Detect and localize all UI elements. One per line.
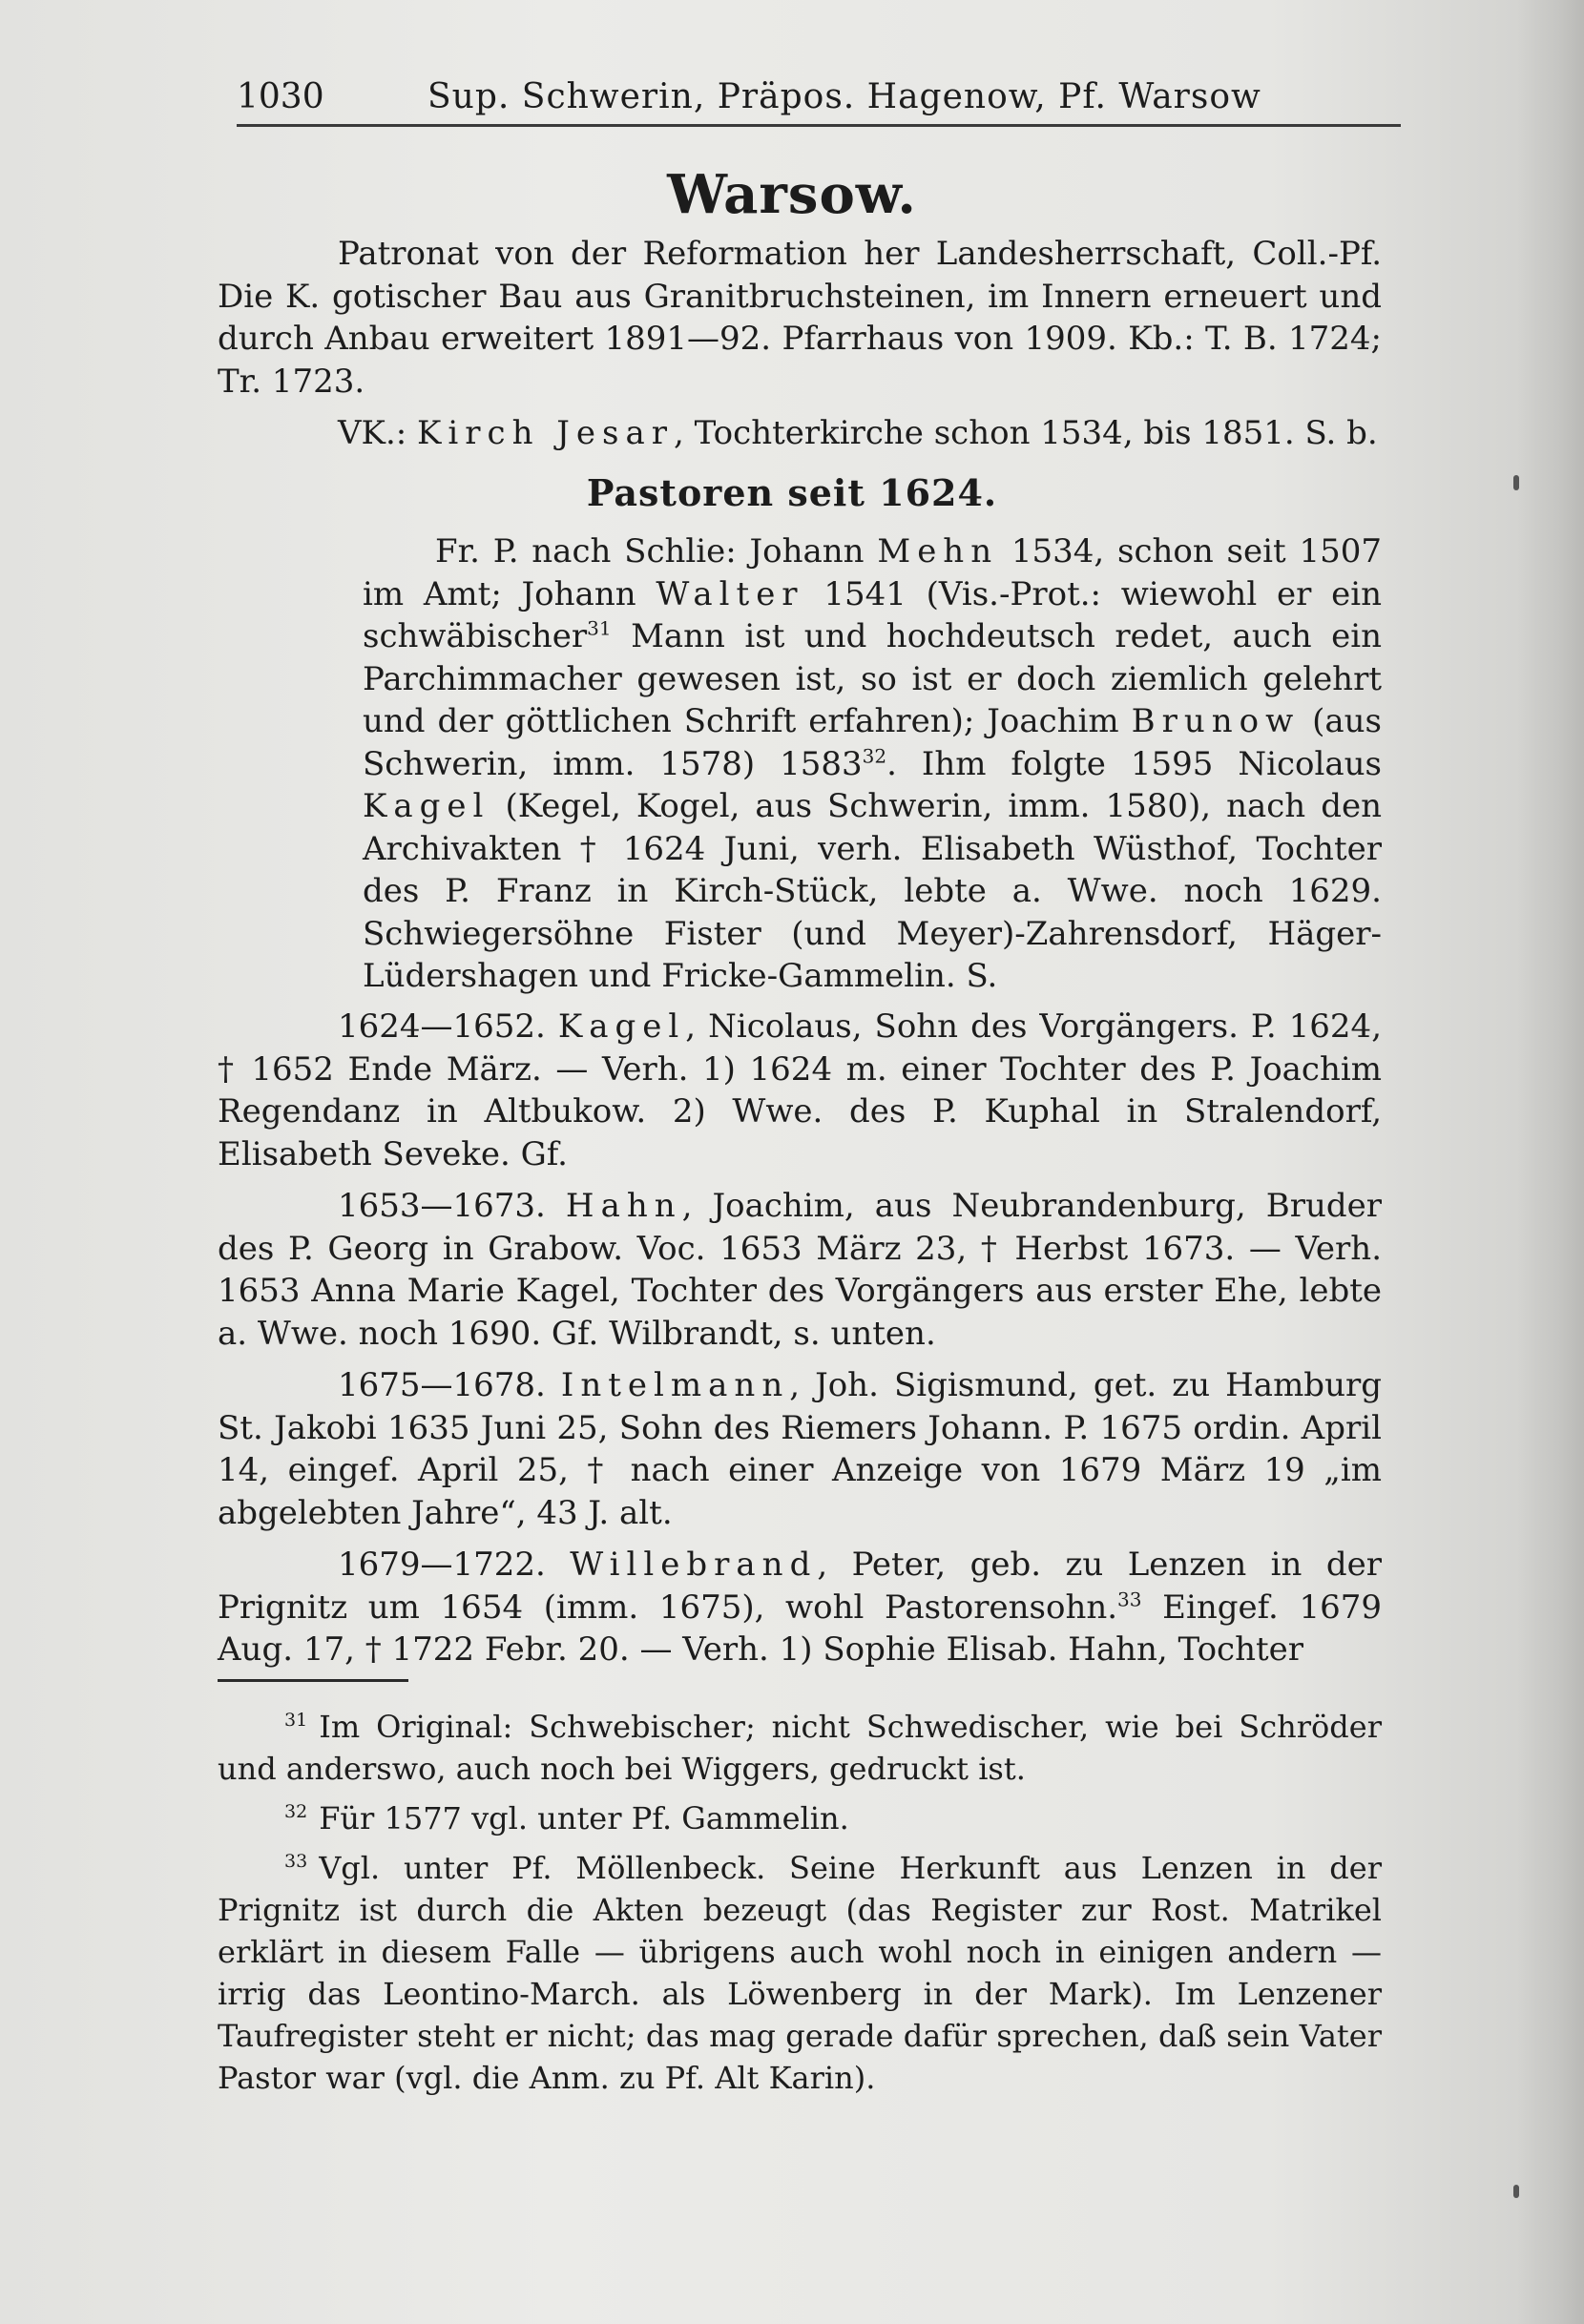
running-header (237, 73, 1401, 122)
pastor-name: Mehn (877, 532, 999, 571)
text-run: Mann ist und hochdeutsch redet, auch ein Parchimmacher gewesen ist, so ist er doch ziemlich gelehrt und der göttlichen Schrift erfahren); Joachim (363, 617, 1382, 740)
footnote (218, 1847, 1382, 2099)
entry-text: , Nicolaus, Sohn des Vorgängers. P. 1624, † 1652 Ende März. — Verh. 1) 1624 m. einer Tochter des P. Joachim Regendanz in Altbukow. 2) Wwe. des P. Kuphal in Stralendorf, Elisabeth Seveke. Gf. (218, 1007, 1382, 1173)
intro-paragraph (218, 233, 1382, 403)
pastor-name: Walter (656, 574, 804, 613)
pastor-name: Kagel (363, 787, 490, 825)
footnote-text: Vgl. unter Pf. Möllenbeck. Seine Herkunft aus Lenzen in der Prignitz ist durch die Akten bezeugt (das Register zur Rost. Matrikel erklärt in diesem Falle — übrigens auch wohl noch in einigen andern — irrig das Leontino-March. als Löwenberg in der Mark). Im Lenzener Taufregister steht er nicht; das mag gerade dafür sprechen, daß sein Vater Pastor war (vgl. die Anm. zu Pf. Alt Karin). (218, 1850, 1382, 2096)
page-title: Warsow. (667, 163, 917, 226)
text-run: 1534, schon seit 1507 im Amt; Johann (363, 532, 1382, 613)
entry-years: 1679—1722. (338, 1546, 571, 1584)
entry-text: , Joachim, aus Neubrandenburg, Bruder des P. Georg in Grabow. Voc. 1653 März 23, † Herbst 1673. — Verh. 1653 Anna Marie Kagel, Tochter des Vorgängers aus erster Ehe, lebte a. Wwe. noch 1690. Gf. Wilbrandt, s. unten. (218, 1187, 1383, 1353)
vk-rest: , Tochterkirche schon 1534, bis 1851. S. b. (674, 414, 1378, 452)
entry-text: , Peter, geb. zu Lenzen in der Prignitz um 1654 (imm. 1675), wohl Pastorensohn. (218, 1546, 1382, 1627)
section-heading: Pastoren seit 1624. (586, 471, 998, 514)
pastor-name: Intelmann (560, 1366, 790, 1404)
text-run: 1541 (Vis.-Prot.: wiewohl er ein schwäbischer (363, 574, 1383, 655)
page-gutter-shadow (1517, 0, 1584, 2324)
pastor-name: Willebrand (570, 1546, 818, 1584)
header-rule (237, 124, 1401, 127)
vk-prefix: VK.: (338, 414, 418, 452)
footnote-rule (218, 1679, 408, 1682)
pastor-entry (218, 1364, 1382, 1534)
text-run: . Ihm folgte 1595 Nicolaus (886, 744, 1382, 783)
footnote-ref: 32 (862, 744, 887, 768)
footnote-number: 32 (284, 1801, 308, 1823)
text-run: Fr. P. nach Schlie: Johann (435, 532, 878, 571)
footnote-number: 31 (284, 1710, 308, 1732)
entry-years: 1675—1678. (338, 1366, 561, 1404)
entry-text: , Joh. Sigismund, get. zu Hamburg St. Jakobi 1635 Juni 25, Sohn des Riemers Johann. P. 1675 ordin. April 14, eingef. April 25, † nach einer Anzeige von 1679 März 19 „im abgelebten Jahre“, 43 J. alt. (218, 1366, 1382, 1532)
pastor-name: Kagel (557, 1007, 686, 1046)
early-pastors-paragraph (363, 530, 1382, 998)
footnote-ref: 31 (587, 616, 612, 640)
page-number: 1030 (237, 77, 324, 116)
text-run: (aus Schwerin, imm. 1578) 1583 (363, 702, 1382, 783)
vk-place: Kirch Jesar (417, 414, 675, 452)
vk-line (218, 412, 1382, 455)
entry-text: Eingef. 1679 Aug. 17, † 1722 Febr. 20. — Verh. 1) Sophie Elisab. Hahn, Tochter (218, 1587, 1382, 1669)
pastor-entry (218, 1185, 1382, 1355)
footnote (218, 1706, 1382, 1790)
footnote-text: Im Original: Schwebischer; nicht Schwedischer, wie bei Schröder und anderswo, auch noch bei Wiggers, gedruckt ist. (218, 1709, 1382, 1787)
entry-years: 1624—1652. (338, 1007, 558, 1046)
text-run: (Kegel, Kogel, aus Schwerin, imm. 1580), nach den Archivakten † 1624 Juni, verh. Elisabeth Wüsthof, Tochter des P. Franz in Kirch-Stück, lebte a. Wwe. noch 1629. Schwiegersöhne Fister (und Meyer)-Zahrensdorf, Häger-Lüdershagen und Fricke-Gammelin. S. (363, 787, 1382, 995)
intro-text: Patronat von der Reformation her Landesherrschaft, Coll.-Pf. Die K. gotischer Bau aus Granitbruchsteinen, im Innern erneuert und durch Anbau erweitert 1891—92. Pfarrhaus von 1909. Kb.: T. B. 1724; Tr. 1723. (218, 235, 1382, 401)
footnote (218, 1797, 1382, 1839)
pastor-name: Hahn (565, 1187, 682, 1225)
pastor-entry (218, 1544, 1382, 1671)
footnote-number: 33 (284, 1851, 308, 1873)
pastor-name: Brunow (1131, 702, 1301, 740)
pastor-entry (218, 1006, 1382, 1175)
footnote-ref: 33 (1117, 1587, 1142, 1611)
margin-mark (1513, 2185, 1519, 2198)
running-title: Sup. Schwerin, Präpos. Hagenow, Pf. Warsow (427, 77, 1261, 116)
entry-years: 1653—1673. (338, 1187, 566, 1225)
footnote-text: Für 1577 vgl. unter Pf. Gammelin. (319, 1800, 849, 1836)
